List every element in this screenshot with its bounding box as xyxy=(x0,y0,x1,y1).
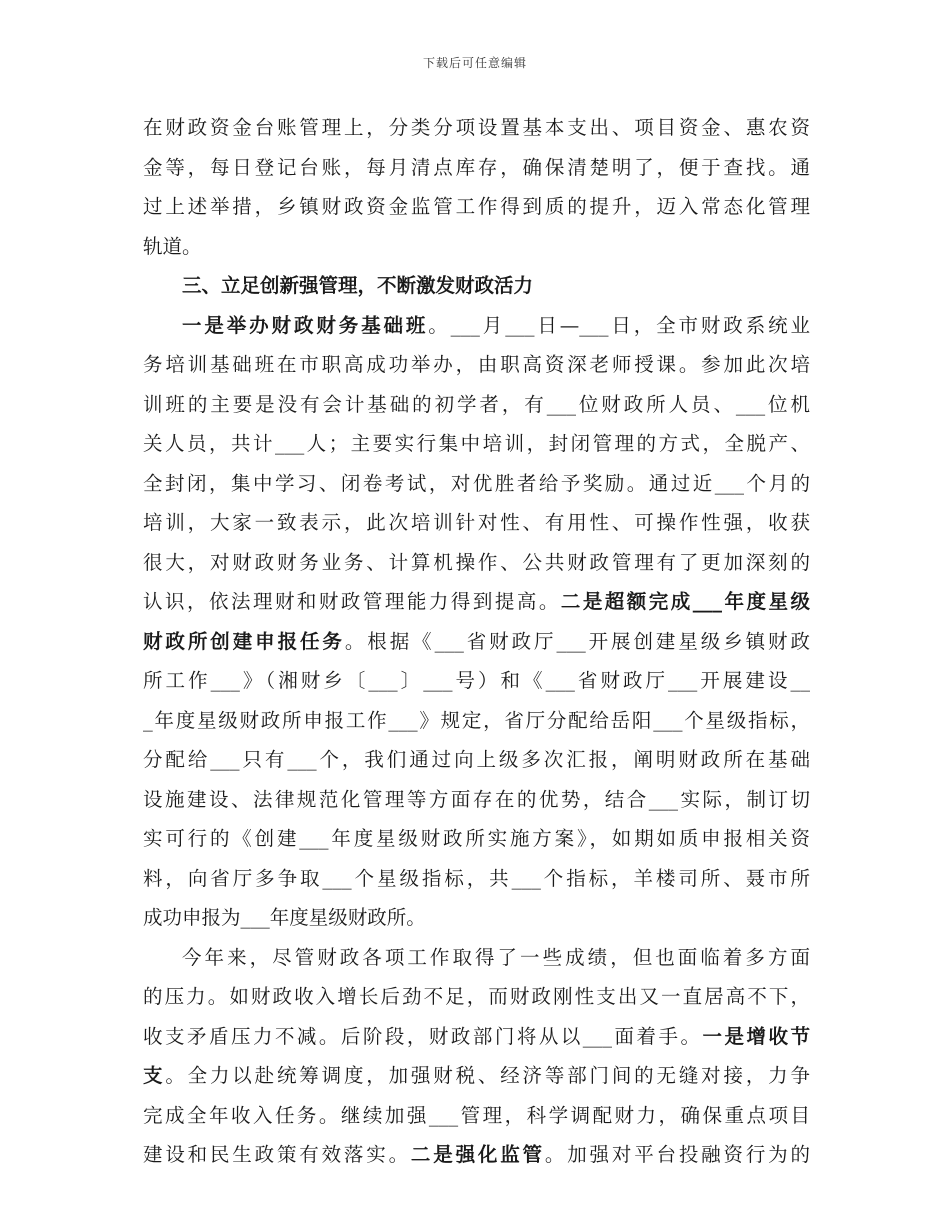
paragraph-line: _年度星级财政所申报工作___》规定，省厅分配给岳阳___个星级指标， xyxy=(143,708,810,732)
paragraph-line: 金等，每日登记台账，每月清点库存，确保清楚明了，便于查找。通 xyxy=(143,155,810,179)
bold-lead-phrase: 二是超额完成___年度星级 xyxy=(560,590,810,613)
paragraph-line: 成功申报为___年度星级财政所。 xyxy=(143,906,426,929)
paragraph-line: 务培训基础班在市职高成功举办，由职高资深老师授课。参加此次培 xyxy=(143,353,810,376)
paragraph-text: 认识，依法理财和财政管理能力得到提高。 xyxy=(143,590,561,613)
paragraph-line xyxy=(143,1056,810,1096)
paragraph-line: 轨道。 xyxy=(143,234,202,258)
bold-lead-phrase: 财政所创建申报任务 xyxy=(143,629,345,653)
paragraph-line: 今年来，尽管财政各项工作取得了一些成绩，但也面临着多方面 xyxy=(182,945,810,969)
paragraph-line: 过上述举措，乡镇财政资金监管工作得到质的提升，迈入常态化管理 xyxy=(143,195,810,218)
paragraph-line: 关人员，共计___人；主要实行集中培训，封闭管理的方式，全脱产、 xyxy=(143,432,810,455)
paragraph-text: 。全力以赴统筹调度，加强财税、经济等部门间的无缝对接，力争 xyxy=(165,1064,810,1087)
paragraph-line: 训班的主要是没有会计基础的初学者，有___位财政所人员、___位机 xyxy=(143,392,810,416)
paragraph-line: 料，向省厅多争取___个星级指标，共___个指标，羊楼司所、聂市所 xyxy=(143,866,810,890)
bold-lead-phrase: 一是增收节 xyxy=(702,1024,810,1048)
paragraph-line: 培训，大家一致表示，此次培训针对性、有用性、可操作性强，收获 xyxy=(143,511,810,534)
paragraph-line: 设施建设、法律规范化管理等方面存在的优势，结合___实际，制订切 xyxy=(143,787,810,811)
document-body xyxy=(143,108,810,1175)
bold-lead-phrase: 一是举办财政财务基础班 xyxy=(182,313,429,337)
paragraph-line xyxy=(143,306,810,346)
paragraph-text: 。根据《___省财政厅___开展创建星级乡镇财政 xyxy=(344,629,810,653)
paragraph-line: 所工作___》（湘财乡〔___〕___号）和《___省财政厅___开展建设__ xyxy=(143,669,810,692)
paragraph-line: 很大，对财政财务业务、计算机操作、公共财政管理有了更加深刻的 xyxy=(143,550,810,574)
paragraph-line: 实可行的《创建___年度星级财政所实施方案》，如期如质申报相关资 xyxy=(143,827,810,850)
bold-lead-phrase: 二是强化监管 xyxy=(410,1143,545,1166)
paragraph-line: 全封闭，集中学习、闭卷考试，对优胜者给予奖励。通过近___个月的 xyxy=(143,471,810,495)
section-heading: 三、立足创新强管理，不断激发财政活力 xyxy=(182,274,534,297)
paragraph-line: 的压力。如财政收入增长后劲不足，而财政刚性支出又一直居高不下， xyxy=(143,985,810,1008)
paragraph-text: 建设和民生政策有效落实。 xyxy=(143,1143,411,1166)
paragraph-line xyxy=(143,1017,810,1057)
paragraph-line: 分配给___只有___个，我们通过向上级多次汇报，阐明财政所在基础 xyxy=(143,748,810,771)
paragraph-text: 。加强对平台投融资行为的 xyxy=(544,1143,810,1166)
bold-lead-phrase: 支 xyxy=(143,1064,166,1087)
paragraph-text: 收支矛盾压力不减。后阶段，财政部门将从以___面着手。 xyxy=(143,1024,703,1048)
paragraph-line: 在财政资金台账管理上，分类分项设置基本支出、项目资金、惠农资 xyxy=(143,116,810,139)
paragraph-line xyxy=(143,1135,810,1175)
paragraph-line xyxy=(143,622,810,662)
paragraph-line: 完成全年收入任务。继续加强___管理，科学调配财力，确保重点项目 xyxy=(143,1103,810,1127)
page-header: 下载后可任意编辑 xyxy=(422,56,527,70)
paragraph-line xyxy=(143,582,810,622)
paragraph-text: 。___月___日—___日，全市财政系统业 xyxy=(428,313,810,337)
